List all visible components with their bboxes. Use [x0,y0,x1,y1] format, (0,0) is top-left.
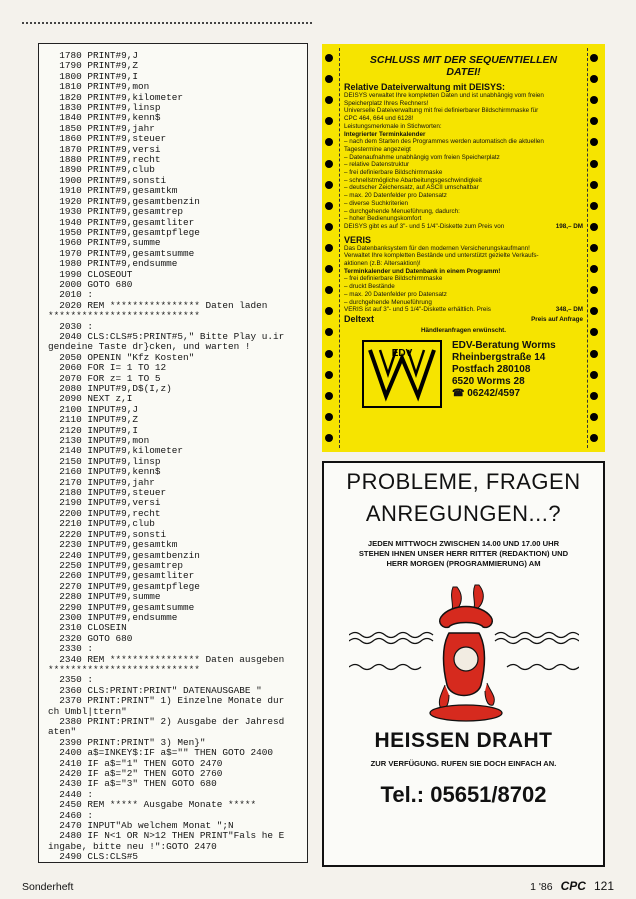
feature-line: – frei definierbare Bildschirmmaske [344,275,443,283]
feature-line: Integrierter Terminkalender [344,130,426,138]
listing-line: 2180 INPUT#9,steuer [48,487,167,499]
ad2-hotline-title: HEISSEN DRAHT [374,729,553,752]
listing-line: 2080 INPUT#9,D$(I,z) [48,383,172,394]
basic-listing [38,43,308,863]
listing-line: 2060 FOR I= 1 TO 12 [48,362,167,374]
listing-line: 1820 PRINT#9,kilometer [48,91,184,103]
listing-line: 2490 CLS:CLS#5 [48,851,139,863]
ad2-headline-2: ANREGUNGEN...? [365,501,562,526]
listing-line: 1950 PRINT#9,gesamtpflege [48,226,200,238]
listing-line: 2260 INPUT#9,gesamtliter [48,570,195,582]
listing-line: 1890 PRINT#9,club [48,164,155,176]
listing-line: 1840 PRINT#9,kenn$ [48,112,161,124]
listing-line: 1830 PRINT#9,linsp [48,102,161,114]
ad2-telephone: Tel.: 05651/8702 [380,782,547,807]
listing-line: 2240 INPUT#9,gesamtbenzin [48,549,200,561]
veris-features [344,245,583,307]
listing-line: 1960 PRINT#9,summe [48,237,161,249]
edv-logo-text: EDV [391,348,413,360]
listing-line: ingabe, bitte neu !":GOTO 2470 [48,840,217,852]
listing-line: 2110 INPUT#9,Z [48,414,139,426]
listing-line: 1990 CLOSEOUT [48,268,133,280]
listing-line: 1900 PRINT#9,sonsti [48,174,167,186]
listing-line: 2370 PRINT:PRINT" 1) Einzelne Monate dur [48,695,285,707]
listing-line: 2040 CLS:CLS#5:PRINT#5," Bitte Play u.ir [48,330,285,342]
listing-line: 2130 INPUT#9,mon [48,435,150,447]
feature-line: CPC 464, 664 und 6128! [344,115,414,123]
deltext-price: Preis auf Anfrage [531,315,583,323]
phone-number: ☎ 06242/4597 [452,388,521,400]
listing-line: 2050 OPENIN "Kfz Kosten" [48,351,195,363]
feature-line: Verwaltet Ihre kompletten Bestände und unterstützt gezielte Verkaufs- [344,252,539,260]
listing-line: 1790 PRINT#9,Z [48,60,139,72]
edv-logo-graphic [366,344,438,404]
feature-line: – Datenaufnahme unabhängig vom freien Speicherplatz [344,153,500,161]
listing-line: 2210 INPUT#9,club [48,518,155,530]
ad2-schedule-line3: HERR MORGEN (PROGRAMMIERUNG) AM [386,559,541,568]
feature-line: – relative Datenstruktur [344,161,410,169]
listing-line: 2330 : [48,643,94,655]
perforation-right [587,48,588,448]
listing-line: 2100 INPUT#9,J [48,403,139,415]
veris-price-text: VERIS ist auf 3"- und 5 1/4"-Diskette erhältlich. Preis [344,306,491,314]
listing-line: 2350 : [48,674,94,686]
footer-issue: 1 '86 [530,881,553,893]
listing-line: 1930 PRINT#9,gesamtrep [48,206,184,218]
listing-line: 2460 : [48,809,94,821]
listing-line: 1980 PRINT#9,endsumme [48,258,178,270]
feature-line: – hoher Bedienungskomfort [344,215,422,223]
listing-line: 2230 INPUT#9,gesamtkm [48,539,178,551]
melting-phone-illustration [349,577,579,727]
listing-line: 1800 PRINT#9,I [48,70,139,82]
listing-line: 2390 PRINT:PRINT" 3) Men}" [48,736,206,748]
feature-line: Das Datenbanksystem für den modernen Versicherungskaufmann! [344,244,530,252]
listing-line: 2380 PRINT:PRINT" 2) Ausgabe der Jahresd [48,716,285,727]
listing-line: aten" [48,726,77,738]
listing-line: 1910 PRINT#9,gesamtkm [48,185,178,197]
tractor-holes-right [590,54,602,442]
listing-line: 2400 a$=INKEY$:IF a$="" THEN GOTO 2400 [48,747,274,759]
listing-line: 2020 REM **************** Daten laden [48,299,268,311]
deisys-features [344,92,583,223]
feature-line: Speicherplatz Ihres Rechners! [344,99,429,107]
deltext-heading: Deltext [344,313,375,324]
listing-line: gendeine Taste dr}cken, und warten ! [48,341,251,353]
listing-line: 2160 INPUT#9,kenn$ [48,466,161,478]
dealer-note: Händleranfragen erwünscht. [420,326,507,334]
listing-line: 1940 PRINT#9,gesamtliter [48,216,195,228]
ad1-title-line1: SCHLUSS MIT DER SEQUENTIELLEN [369,54,558,66]
listing-line: 2440 : [48,788,94,800]
city: 6520 Worms 28 [452,376,525,388]
deisys-price: 198,– DM [555,222,583,230]
listing-line: 2140 INPUT#9,kilometer [48,445,184,457]
veris-price: 348,– DM [555,306,583,314]
listing-line: 2220 INPUT#9,sonsti [48,528,167,540]
company-name: EDV-Beratung Worms [452,340,556,352]
feature-line: Universelle Dateiverwaltung mit frei definierbarer Bildschirmmaske für [344,107,539,115]
dealer-address [452,340,556,400]
listing-line: 2360 CLS:PRINT:PRINT" DATENAUSGABE " [48,684,262,696]
listing-line: 2150 INPUT#9,linsp [48,455,161,467]
street: Rheinbergstraße 14 [452,352,546,364]
listing-line: 2290 INPUT#9,gesamtsumme [48,601,195,613]
feature-line: – deutscher Zeichensatz, auf ASCII umschaltbar [344,184,479,192]
perforation-left [339,48,340,448]
listing-line: 2300 INPUT#9,endsumme [48,611,178,623]
veris-price-row [344,306,583,314]
veris-heading: VERIS [344,234,372,245]
listing-line: 2120 INPUT#9,I [48,424,139,436]
dealer-block [344,340,583,408]
feature-line: – durchgehende Menueführung, dadurch: [344,207,460,215]
deisys-price-text: DEISYS gibt es auf 3"- und 5 1/4"-Diskette zum Preis von [344,222,505,230]
po-box: Postfach 280108 [452,364,531,376]
feature-line: aktionen (z.B: Altersaktion)! [344,260,421,268]
feature-line: – max. 20 Datenfelder pro Datensatz [344,290,447,298]
footer-issue-info [530,879,614,893]
listing-line: *************************** [48,310,200,322]
deisys-price-row [344,223,583,231]
listing-line: 2010 : [48,289,94,301]
deisys-heading: Relative Dateiverwaltung mit DEISYS: [344,82,506,92]
tractor-holes-left [325,54,337,442]
listing-line: 2170 INPUT#9,jahr [48,476,155,488]
listing-line: 1850 PRINT#9,jahr [48,122,155,134]
feature-line: – max. 20 Datenfelder pro Datensatz [344,192,447,200]
footer-section-name: Sonderheft [22,881,74,893]
listing-line: 2200 INPUT#9,recht [48,507,161,519]
ad2-schedule-line2: STEHEN IHNEN UNSER HERR RITTER (REDAKTION) UND [358,549,569,558]
hotline-advertisement [322,461,605,867]
listing-line: 2000 GOTO 680 [48,278,133,290]
listing-line: 2480 IF N<1 OR N>12 THEN PRINT"Fals he E [48,830,285,842]
deltext-row [344,313,583,325]
listing-line: 2340 REM **************** Daten ausgeben [48,653,285,665]
listing-line: 2430 IF a$="3" THEN GOTO 680 [48,778,217,790]
listing-line: 2450 REM ***** Ausgabe Monate ***** [48,799,257,811]
listing-line: 1970 PRINT#9,gesamtsumme [48,247,195,259]
listing-line: 2090 NEXT z,I [48,393,133,405]
feature-line: Tagestermine angezeigt [344,145,411,153]
listing-line: 2280 INPUT#9,summe [48,591,161,603]
listing-line: 2310 CLOSEIN [48,622,127,634]
listing-line: *************************** [48,663,200,675]
listing-line: 2470 INPUT"Ab welchem Monat ";N [48,820,234,832]
listing-line: 1870 PRINT#9,versi [48,143,161,155]
feature-line: Terminkalender und Datenbank in einem Programm! [344,267,501,275]
listing-line: 2270 INPUT#9,gesamtpflege [48,580,200,592]
feature-line: – druckt Bestände [344,283,395,291]
listing-line: 2190 INPUT#9,versi [48,497,161,509]
feature-line: – diverse Suchkriterien [344,199,409,207]
edv-logo [362,340,442,408]
feature-line: – frei definierbare Bildschirmmaske [344,169,443,177]
ad2-call-us: ZUR VERFÜGUNG. RUFEN SIE DOCH EINFACH AN. [370,759,557,768]
listing-line: 1860 PRINT#9,steuer [48,133,167,145]
footer-magazine: CPC [560,879,586,893]
ad1-title-line2: DATEI! [446,66,481,78]
feature-line: – durchgehende Menueführung [344,298,432,306]
listing-line: 1920 PRINT#9,gesamtbenzin [48,195,200,207]
listing-line: 2250 INPUT#9,gesamtrep [48,559,184,571]
ad2-schedule [338,539,589,569]
deisys-advertisement [322,44,605,452]
listing-line: 1880 PRINT#9,recht [48,154,161,166]
ad2-schedule-line1: JEDEN MITTWOCH ZWISCHEN 14.00 UND 17.00 UHR [367,539,560,548]
listing-line: 2030 : [48,320,94,332]
ad2-headline-1: PROBLEME, FRAGEN [346,469,581,494]
listing-line: ch Umbl|ttern" [48,705,127,717]
listing-line: 2420 IF a$="2" THEN GOTO 2760 [48,768,223,780]
listing-line: 2320 GOTO 680 [48,632,133,644]
footer-page-number: 121 [593,879,614,893]
feature-line: DEISYS verwaltet Ihre kompletten Daten und ist unabhängig vom freien [344,92,544,99]
feature-line: – schnellstmögliche Abarbeitungsgeschwindigkeit [344,176,482,184]
feature-line: – nach dem Starten des Programmes werden automatisch die aktuellen [344,138,544,146]
listing-line: 1780 PRINT#9,J [48,50,139,61]
top-dotted-rule [22,22,312,24]
listing-line: 1810 PRINT#9,mon [48,81,150,93]
listing-line: 2410 IF a$="1" THEN GOTO 2470 [48,757,223,769]
listing-line: 2070 FOR z= 1 TO 5 [48,372,161,384]
feature-line: Leistungsmerkmale in Stichworten: [344,122,442,130]
